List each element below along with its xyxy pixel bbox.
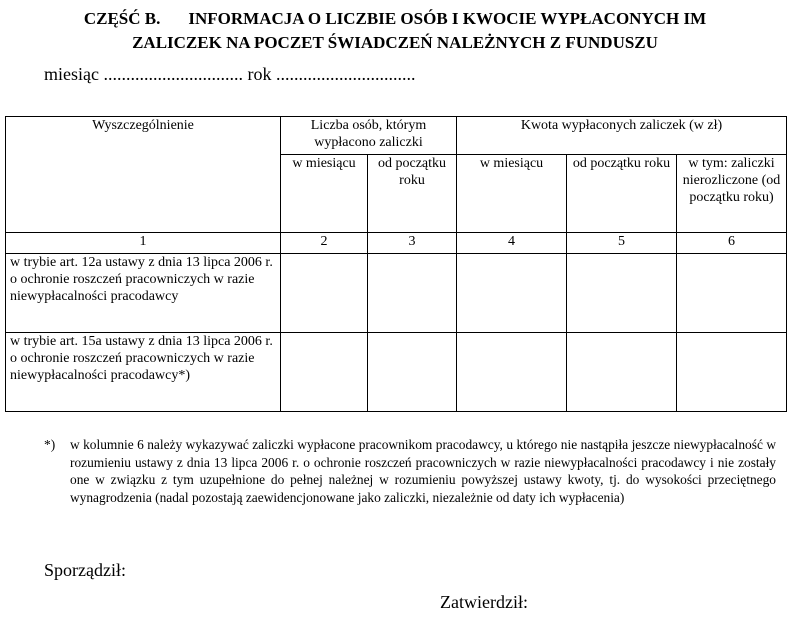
input-cell-amount-month[interactable]: [457, 333, 567, 412]
input-cell-persons-month[interactable]: [281, 333, 368, 412]
period-line: miesiąc ............................... rok ...............................: [44, 64, 416, 84]
header-persons-ytd: od początku roku: [368, 155, 457, 233]
column-number: 3: [368, 233, 457, 254]
column-numbers-row: [6, 233, 787, 254]
section-title-line1: [0, 8, 790, 30]
report-table: [5, 116, 787, 412]
column-number: 4: [457, 233, 567, 254]
column-number: 5: [567, 233, 677, 254]
row-label-art12a: w trybie art. 12a ustawy z dnia 13 lipca 2006 r. o ochronie roszczeń pracowniczych w razie niewypłacalności pracodawcy: [6, 254, 281, 333]
header-amount-month: w miesiącu: [457, 155, 567, 233]
header-amount-ytd: od początku roku: [567, 155, 677, 233]
input-cell-unsettled[interactable]: [677, 333, 787, 412]
approved-by-label: Zatwierdził:: [440, 592, 528, 612]
row-label-art15a: w trybie art. 15a ustawy z dnia 13 lipca 2006 r. o ochronie roszczeń pracowniczych w razie niewypłacalności pracodawcy*): [6, 333, 281, 412]
header-persons-group: Liczba osób, którym wypłacono zaliczki: [281, 117, 457, 155]
input-cell-amount-ytd[interactable]: [567, 254, 677, 333]
section-label: CZĘŚĆ B.: [83, 9, 161, 28]
footnote: [44, 436, 776, 506]
input-cell-persons-month[interactable]: [281, 254, 368, 333]
header-persons-month: w miesiącu: [281, 155, 368, 233]
column-number: 1: [6, 233, 281, 254]
table-row: [6, 254, 787, 333]
input-cell-persons-ytd[interactable]: [368, 254, 457, 333]
title-text-line1: INFORMACJA O LICZBIE OSÓB I KWOCIE WYPŁACONYCH IM: [188, 9, 707, 28]
header-description: Wyszczególnienie: [6, 117, 281, 233]
section-title-line2: ZALICZEK NA POCZET ŚWIADCZEŃ NALEŻNYCH Z FUNDUSZU: [132, 33, 658, 52]
input-cell-amount-month[interactable]: [457, 254, 567, 333]
input-cell-amount-ytd[interactable]: [567, 333, 677, 412]
input-cell-persons-ytd[interactable]: [368, 333, 457, 412]
column-number: 6: [677, 233, 787, 254]
table-row: [6, 333, 787, 412]
footnote-text: w kolumnie 6 należy wykazywać zaliczki wypłacone pracownikom pracodawcy, u którego nie nastąpiła jeszcze niewypłacalność w rozumieniu ustawy z dnia 13 lipca 2006 r. o ochronie roszczeń pracowniczych w razie niewypłacalności pracodawcy i nie zostały one w związku z tym uzupełnione do pełnej należnej w rozumieniu powyższej ustawy kwoty, tj. do wysokości przeciętnego wynagrodzenia (nadal pozostają zaewidencjonowane jako zaliczki, niezależnie od daty ich wypłacenia): [70, 437, 776, 505]
column-number: 2: [281, 233, 368, 254]
header-unsettled: w tym: zaliczki nierozliczone (od początku roku): [677, 155, 787, 233]
input-cell-unsettled[interactable]: [677, 254, 787, 333]
header-row-group: [6, 117, 787, 155]
footnote-mark: *): [44, 437, 56, 452]
header-amount-group: Kwota wypłaconych zaliczek (w zł): [457, 117, 787, 155]
prepared-by-label: Sporządził:: [44, 560, 126, 580]
